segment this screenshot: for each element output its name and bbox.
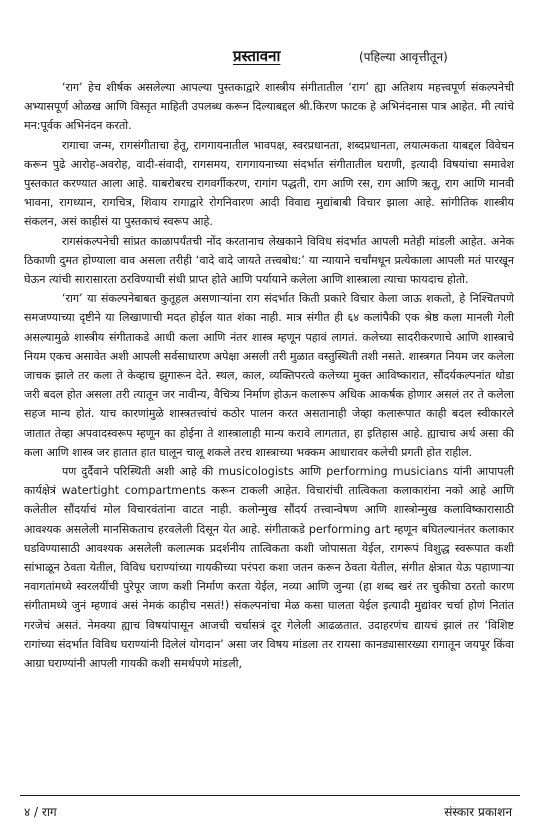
- page-title: प्रस्तावना: [233, 47, 281, 65]
- footer-page-number: ४ / राग: [24, 805, 57, 819]
- body-text: [24, 78, 514, 673]
- footer-divider: [20, 795, 520, 796]
- paragraph-5: पण दुर्दैवाने परिस्थिती अशी आहे की musicologists आणि performing musicians यांनी आपापली कार्यक्षेत्रं watertight compartments करून टाकली आहेत. विचारांची तात्विकता कलाकारांना नको आहे आणि कलेतील सौंदर्याचं मोल विचारवंतांना वाटत नाही. कलोन्मुख सौंदर्य तत्त्वान्वेषण आणि शास्त्रोन्मुख कलाविष्कारासाठी आवश्यक असलेली मानसिकताच हरवलेली दिसून येत आहे. संगीताकडे performing art म्हणून बघितल्यानंतर कलाकार घडविण्यासाठी आवश्यक असलेली कलात्मक प्रदर्शनीय तात्विकता कशी जोपासता येईल, रागरूपं विशुद्ध स्वरूपात कशी सांभाळून ठेवता येतील, विविध घराण्यांच्या गायकीच्या परंपरा कशा जतन करून ठेवता येतील, संगीत क्षेत्रात येऊ पहाणाऱ्या नवागतांमध्ये स्वरलयींची पुरेपूर जाण कशी निर्माण करता येईल, नव्या आणि जुन्या (हा शब्द खरं तर चुकीचा ठरतो कारण संगीतामध्ये जुनं म्हणावं असं नेमकं काहीच नसतं!) संकल्पनांचा मेळ कसा घालता येईल इत्यादी मुद्यांवर चर्चा होणं नितांत गरजेचं असतं. नेमक्या ह्याच विषयांपासून आजची चर्चासत्रं दूर गेलेली आढळतात. उदाहरणंच द्यायचं झालं तर ‘विशिष्ट रागांच्या संदर्भात विविध घराण्यांनी दिलेलं योगदान’ असा जर विषय मांडला तर रायसा कानड्यासारख्या रागातून जयपूर किंवा आग्रा घराण्यांनी आपली गायकी कशी समर्थपणे मांडली,: [24, 465, 514, 671]
- footer-publisher: संस्कार प्रकाशन: [444, 805, 512, 819]
- paragraph-1: ‘राग’ हेच शीर्षक असलेल्या आपल्या पुस्तकाद्वारे शास्त्रीय संगीतातील ‘राग’ ह्या अतिशय महत्त्वपूर्ण संकल्पनेची अभ्यासपूर्ण ओळख आणि विस्तृत माहिती उपलब्ध करून दिल्याबद्दल श्री.किरण फाटक हे अभिनंदनास पात्र आहेत. मी त्यांचे मन:पूर्वक अभिनंदन करतो.: [24, 81, 514, 133]
- page-subtitle: (पहिल्या आवृत्तीतून): [359, 50, 448, 64]
- page-header: [24, 44, 514, 72]
- page-footer: [24, 803, 512, 820]
- paragraph-2: रागाचा जन्म, रागसंगीताचा हेतू, रागगायनातील भावपक्ष, स्वरप्रधानता, शब्दप्रधानता, लयात्मकता याबद्दल विवेचन करून पुढे आरोह-अवरोह, वादी-संवादी, रागसमय, रागगायनाच्या संदर्भात संगीतातील घराणी, इत्यादी विषयांचा समावेश पुस्तकात करण्यात आला आहे. याबरोबरच रागवर्गीकरण, रागांग पद्धती, राग आणि रस, राग आणि ऋतू, राग आणि मानवी भावना, रागध्यान, रागचित्र, शिवाय रागाद्वारे रोगनिवारण आदी विवाद्य मुद्यांबाबी विचार झाला आहे. सांगीतिक शास्त्रीय संकलन, असं काहीसं या पुस्तकाचं स्वरूप आहे.: [24, 138, 514, 229]
- paragraph-4: ‘राग’ या संकल्पनेबाबत कुतूहल असणाऱ्यांना राग संदर्भात किती प्रकारे विचार केला जाऊ शकतो, हे निश्चितपणे समजण्याच्या दृष्टीने या लिखाणाची मदत होईल यात शंका नाही. मात्र संगीत ही ६४ कलांपैकी एक श्रेष्ठ कला मानली गेली असल्यामुळे शास्त्रीय संगीताकडे आधी कला आणि नंतर शास्त्र म्हणून पहावं लागतं. कलेच्या सादरीकरणाचे आणि शास्त्राचे नियम एकच असावेत अशी आपली सर्वसाधारण अपेक्षा असली तरी मुळात वस्तुस्थिती तशी नसते. शास्त्रगत नियम जर कलेला जाचक झाले तर कला ते केव्हाच झुगारून देते. स्थल, काल, व्यक्तिपरत्वे कलेच्या मुक्त आविष्कारात, सौंदर्यकल्पनांत थोडा जरी बदल होत असला तरी त्यातून जर नावीन्य, वैचित्र्य निर्माण होऊन कलारूप अधिक आकर्षक होणार असलं तर ते कलेला सहज मान्य होतं. याच कारणांमुळे शास्त्रतत्त्वांचं कठोर पालन करत असतानाही जेव्हा कलारूपात काही बदल स्वीकारले जातात तेव्हा अपवादस्वरूप म्हणून का होईना ते शास्त्रालाही मान्य करावे लागतात, हा इतिहास आहे. ह्याचाच अर्थ असा की कला आणि शास्त्र जर हातात हात घालून चालू शकले तरच शास्त्राच्या भक्कम आधारावर कलेची प्रगती होत राहील.: [24, 292, 514, 459]
- paragraph-3: रागसंकल्पनेची सांप्रत काळापर्यंतची नोंद करतानाच लेखकाने विविध संदर्भात आपली मतेही मांडली आहेत. अनेक ठिकाणी दुमत होण्याला वाव असला तरीही ‘वादे वादे जायते तत्त्वबोध:’ या न्यायाने चर्चांमधून प्रत्येकाला आपली मतं पारखून घेऊन त्यांची सारासारता ठरविण्याची संधी प्राप्त होते आणि पर्यायाने कलेला आणि शास्त्राला त्याचा फायदाच होतो.: [24, 234, 514, 287]
